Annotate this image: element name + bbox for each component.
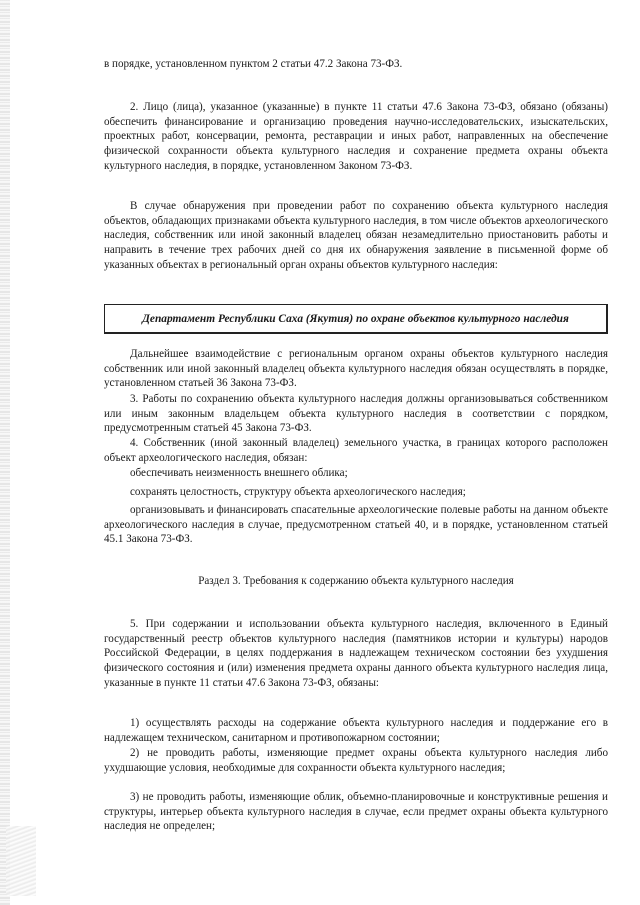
paragraph-interaction: Дальнейшее взаимодействие с региональным органом охраны объектов культурного наследия собственник или иной законный владелец объекта культурного наследия обязан осуществлять в порядке, установленном статьей 36 Закона 73-ФЗ.	[104, 348, 608, 390]
paragraph-2: 2. Лицо (лица), указанное (указанные) в пункте 11 статьи 47.6 Закона 73-ФЗ, обязано (обязаны) обеспечить финансирование и организацию проведения научно-исследовательских, изыскательских, проектных работ, консервации, ремонта, реставрации и иных работ, направленных на обеспечение физической сохранности объекта культурного наследия и сохранение предмета охраны объекта культурного наследия, в порядке, установленном Законом 73-ФЗ.	[104, 101, 608, 172]
paragraph-discovery: В случае обнаружения при проведении работ по сохранению объекта культурного наследия объектов, обладающих признаками объекта культурного наследия, в том числе объектов археологического наследия, собственник или иной законный владелец обязан незамедлительно приостановить работы и направить в течение трех рабочих дней со дня их обнаружения заявление в письменной форме об указанных объектах в региональный орган охраны объектов культурного наследия:	[104, 200, 608, 271]
authority-box	[104, 304, 608, 334]
list-item: сохранять целостность, структуру объекта археологического наследия;	[130, 486, 466, 498]
list-item: обеспечивать неизменность внешнего облика;	[130, 467, 348, 479]
list-item: 2) не проводить работы, изменяющие предмет охраны объекта культурного наследия либо ухудшающие условия, необходимые для сохранности объекта культурного наследия;	[104, 747, 608, 774]
paragraph-5: 5. При содержании и использовании объекта культурного наследия, включенного в Единый государственный реестр объектов культурного наследия (памятников истории и культуры) народов Российской Федерации, в целях поддержания в надлежащем техническом состоянии без ухудшения физического состояния и (или) изменения предмета охраны данного объекта культурного наследия лица, указанные в пункте 11 статьи 47.6 Закона 73-ФЗ, обязаны:	[104, 618, 608, 689]
paragraph-3: 3. Работы по сохранению объекта культурного наследия должны организовываться собственником или иным законным владельцем объекта культурного наследия в соответствии с порядком, предусмотренным статьей 45 Закона 73-ФЗ.	[104, 393, 608, 435]
section-heading: Раздел 3. Требования к содержанию объекта культурного наследия	[198, 575, 514, 587]
paragraph-4: 4. Собственник (иной законный владелец) земельного участка, в границах которого расположен объект археологического наследия, обязан:	[104, 437, 608, 464]
scan-artifact	[6, 826, 36, 896]
list-item: организовывать и финансировать спасательные археологические полевые работы на данном объекте археологического наследия в случае, предусмотренном статьей 40, и в порядке, установленном статьей 45.1 Закона 73-ФЗ.	[104, 504, 608, 546]
paragraph-continuation: в порядке, установленном пунктом 2 статьи 47.2 Закона 73-ФЗ.	[104, 58, 403, 70]
authority-name: Департамент Республики Саха (Якутия) по охране объектов культурного наследия	[142, 312, 569, 325]
list-item: 3) не проводить работы, изменяющие облик, объемно-планировочные и конструктивные решения и структуры, интерьер объекта культурного наследия в случае, если предмет охраны объекта культурного наследия не определен;	[104, 791, 608, 833]
list-item: 1) осуществлять расходы на содержание объекта культурного наследия и поддержание его в надлежащем техническом, санитарном и противопожарном состоянии;	[104, 717, 608, 744]
scan-edge	[0, 0, 10, 905]
